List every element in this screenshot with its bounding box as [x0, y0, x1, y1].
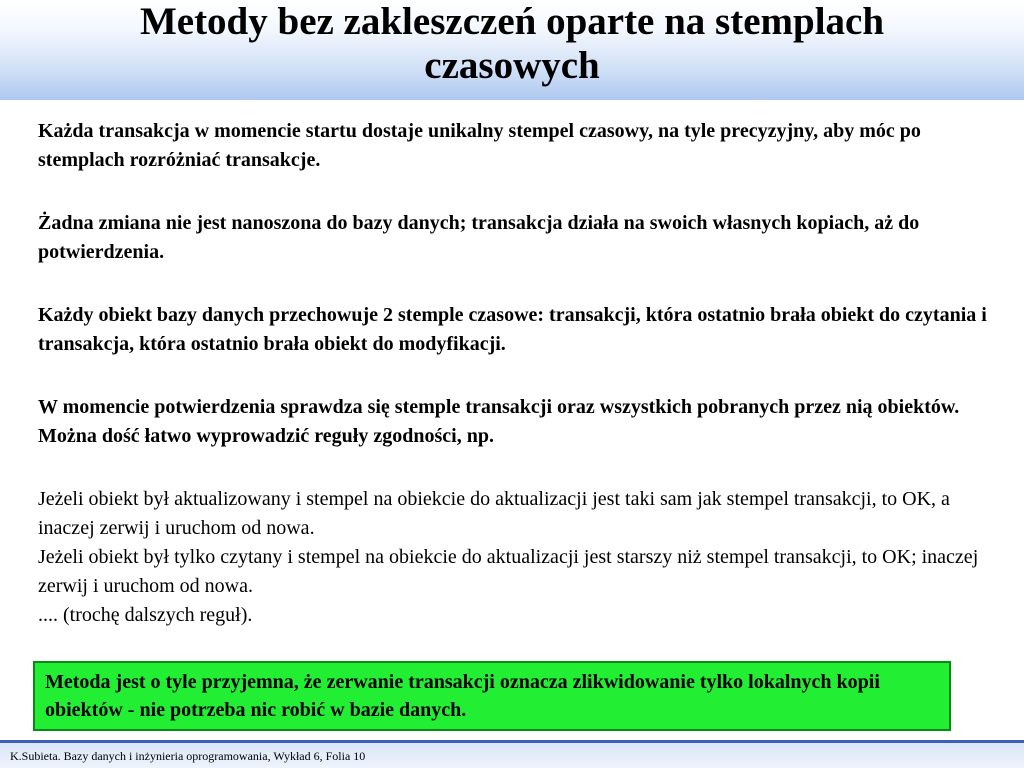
paragraph-commit-check: W momencie potwierdzenia sprawdza się stemple transakcji oraz wszystkich pobranych przez nią obiektów. Można dość łatwo wyprowadzić reguły zgodności, np. [38, 396, 960, 447]
footer-text: K.Subieta. Bazy danych i inżynieria oprogramowania, Wykład 6, Folia 10 [10, 749, 366, 763]
footer-bar [0, 740, 1024, 768]
slide-title [0, 0, 1024, 88]
slide-title-line-1: Metody bez zakleszczeń oparte na stemplach [139, 0, 885, 43]
slide-title-line-2: czasowych [424, 44, 600, 87]
rules-list [38, 485, 988, 630]
paragraph-timestamp-assignment: Każda transakcja w momencie startu dostaje unikalny stempel czasowy, na tyle precyzyjny, aby móc po stemplach rozróżniać transakcje. [38, 120, 921, 171]
slide-body [38, 117, 988, 630]
rule-more: .... (trochę dalszych reguł). [38, 604, 253, 626]
highlight-box: Metoda jest o tyle przyjemna, że zerwanie transakcji oznacza zlikwidowanie tylko lokalnych kopii obiektów - nie potrzeba nic robić w bazie danych. [33, 661, 951, 731]
paragraph-object-timestamps: Każdy obiekt bazy danych przechowuje 2 stemple czasowe: transakcji, która ostatnio brała obiekt do czytania i transakcja, która ostatnio brała obiekt do modyfikacji. [38, 304, 987, 355]
rule-read-object: Jeżeli obiekt był tylko czytany i stempel na obiekcie do aktualizacji jest starszy niż stempel transakcji, to OK; inaczej zerwij i uruchom od nowa. [38, 546, 979, 597]
paragraph-local-copies: Żadna zmiana nie jest nanoszona do bazy danych; transakcja działa na swoich własnych kopiach, aż do potwierdzenia. [38, 212, 920, 263]
rule-updated-object: Jeżeli obiekt był aktualizowany i stempel na obiekcie do aktualizacji jest taki sam jak stempel transakcji, to OK, a inaczej zerwij i uruchom od nowa. [38, 488, 950, 539]
